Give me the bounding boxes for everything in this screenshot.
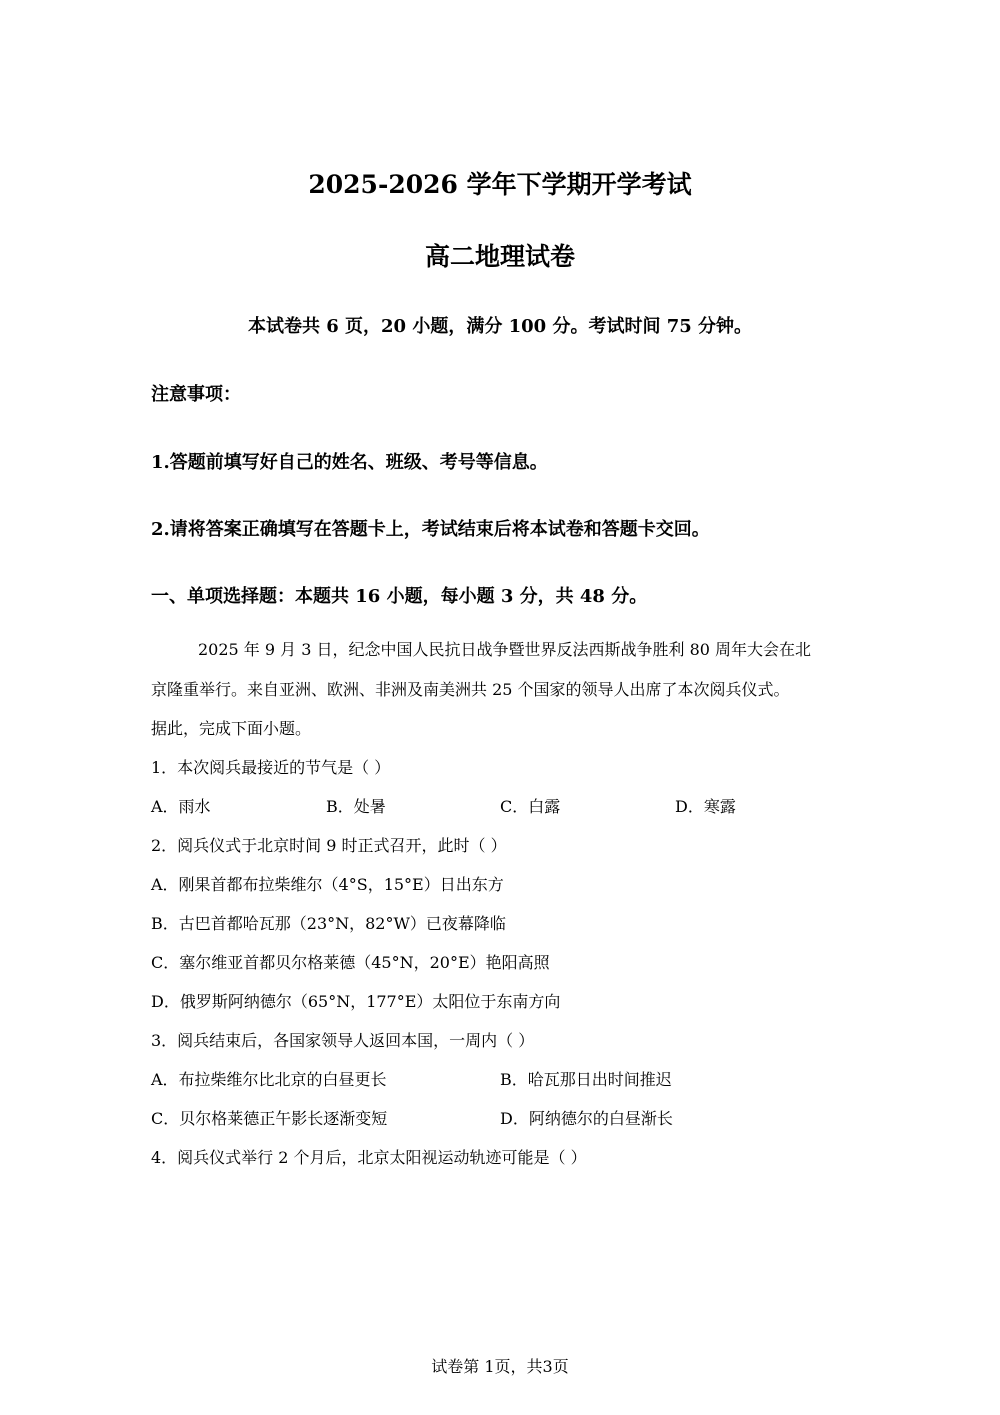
- notes-heading: 注意事项：: [151, 384, 241, 405]
- question-2-option-c: C．塞尔维亚首都贝尔格莱德（45°N，20°E）艳阳高照: [151, 953, 550, 972]
- note-item-1: 1.答题前填写好自己的姓名、班级、考号等信息。: [151, 452, 548, 473]
- question-3-option-b: B．哈瓦那日出时间推迟: [500, 1070, 672, 1089]
- question-1-option-c: C．白露: [500, 797, 561, 816]
- exam-info: 本试卷共 6 页，20 小题，满分 100 分。考试时间 75 分钟。: [247, 316, 753, 337]
- question-4-stem: 4．阅兵仪式举行 2 个月后，北京太阳视运动轨迹可能是（ ）: [151, 1148, 587, 1167]
- section-title: 一、单项选择题：本题共 16 小题，每小题 3 分，共 48 分。: [151, 586, 648, 607]
- question-2-option-a: A．刚果首都布拉柴维尔（4°S，15°E）日出东方: [151, 875, 504, 894]
- page-footer: 试卷第 1页，共3页: [431, 1357, 569, 1376]
- note-item-2: 2.请将答案正确填写在答题卡上，考试结束后将本试卷和答题卡交回。: [151, 519, 710, 540]
- exam-title: 2025-2026 学年下学期开学考试: [308, 170, 692, 199]
- question-1-stem: 1．本次阅兵最接近的节气是（ ）: [151, 758, 391, 777]
- passage-line-1: 2025 年 9 月 3 日，纪念中国人民抗日战争暨世界反法西斯战争胜利 80 周年大会在北: [198, 640, 812, 659]
- question-1-option-d: D．寒露: [675, 797, 736, 816]
- question-2-option-d: D．俄罗斯阿纳德尔（65°N，177°E）太阳位于东南方向: [151, 992, 561, 1011]
- question-2-stem: 2．阅兵仪式于北京时间 9 时正式召开，此时（ ）: [151, 836, 507, 855]
- question-2-option-b: B．古巴首都哈瓦那（23°N，82°W）已夜幕降临: [151, 914, 506, 933]
- question-3-option-a: A．布拉柴维尔比北京的白昼更长: [151, 1070, 387, 1089]
- exam-subtitle: 高二地理试卷: [424, 242, 575, 271]
- question-3-stem: 3．阅兵结束后，各国家领导人返回本国，一周内（ ）: [151, 1031, 535, 1050]
- question-3-option-d: D．阿纳德尔的白昼渐长: [500, 1109, 673, 1128]
- passage-line-2: 京隆重举行。来自亚洲、欧洲、非洲及南美洲共 25 个国家的领导人出席了本次阅兵仪式。: [151, 680, 790, 699]
- question-1-option-a: A．雨水: [151, 797, 211, 816]
- passage-line-3: 据此，完成下面小题。: [151, 719, 312, 738]
- question-1-option-b: B．处暑: [326, 797, 386, 816]
- question-3-option-c: C．贝尔格莱德正午影长逐渐变短: [151, 1109, 388, 1128]
